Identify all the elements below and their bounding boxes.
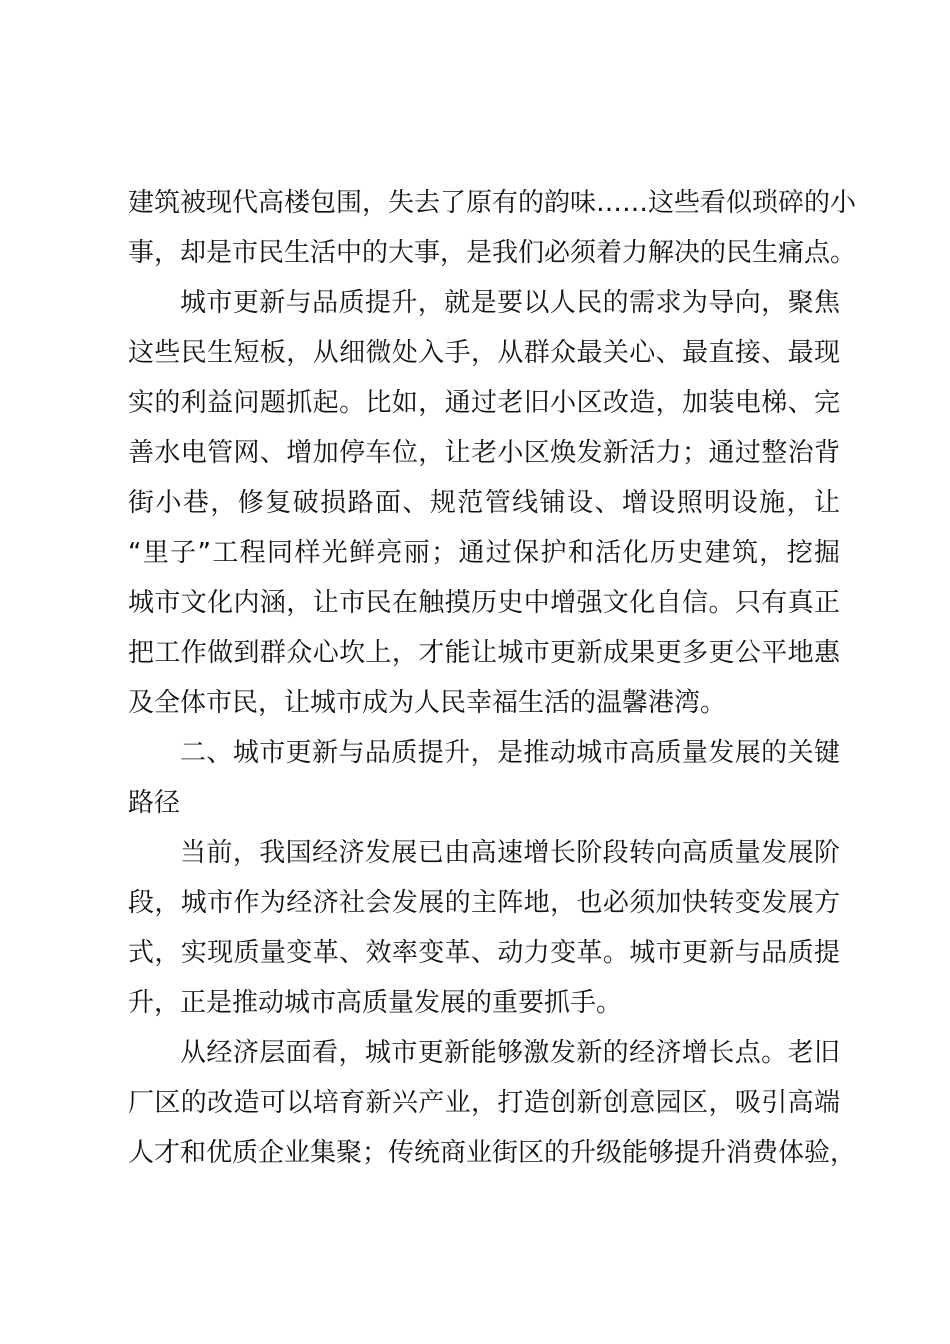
text-line: 及全体市民，让城市成为人民幸福生活的温馨港湾。 (128, 688, 727, 718)
paragraph (128, 278, 840, 728)
text-line: 从经济层面看，城市更新能够激发新的经济增长点。老旧 (180, 1038, 840, 1068)
text-line: 当前，我国经济发展已由高速增长阶段转向高质量发展阶 (180, 838, 840, 868)
text-line: 实的利益问题抓起。比如，通过老旧小区改造，加装电梯、完 (128, 388, 840, 418)
text-line: 升，正是推动城市高质量发展的重要抓手。 (128, 988, 623, 1018)
text-line: 城市文化内涵，让市民在触摸历史中增强文化自信。只有真正 (128, 588, 840, 618)
paragraph (128, 1028, 857, 1178)
text-line: 段，城市作为经济社会发展的主阵地，也必须加快转变发展方 (128, 888, 840, 918)
document-body (128, 178, 857, 1178)
text-line: 事，却是市民生活中的大事，是我们必须着力解决的民生痛点。 (128, 238, 857, 268)
text-line: 厂区的改造可以培育新兴产业，打造创新创意园区，吸引高端 (128, 1088, 840, 1118)
text-line: 路径 (128, 788, 181, 818)
text-line: 人才和优质企业集聚；传统商业街区的升级能够提升消费体验， (128, 1138, 857, 1168)
text-line: 把工作做到群众心坎上，才能让城市更新成果更多更公平地惠 (128, 638, 840, 668)
text-line: 二、城市更新与品质提升，是推动城市高质量发展的关键 (180, 738, 840, 768)
paragraph (128, 828, 840, 1028)
text-line: 这些民生短板，从细微处入手，从群众最关心、最直接、最现 (128, 338, 840, 368)
text-line: “里子”工程同样光鲜亮丽；通过保护和活化历史建筑，挖掘 (128, 538, 840, 568)
text-line: 善水电管网、增加停车位，让老小区焕发新活力；通过整治背 (128, 438, 840, 468)
text-line: 建筑被现代高楼包围，失去了原有的韵味……这些看似琐碎的小 (128, 188, 857, 218)
text-line: 城市更新与品质提升，就是要以人民的需求为导向，聚焦 (180, 288, 840, 318)
paragraph (128, 178, 857, 278)
text-line: 街小巷，修复破损路面、规范管线铺设、增设照明设施，让 (128, 488, 840, 518)
text-line: 式，实现质量变革、效率变革、动力变革。城市更新与品质提 (128, 938, 840, 968)
section-heading (128, 728, 840, 828)
